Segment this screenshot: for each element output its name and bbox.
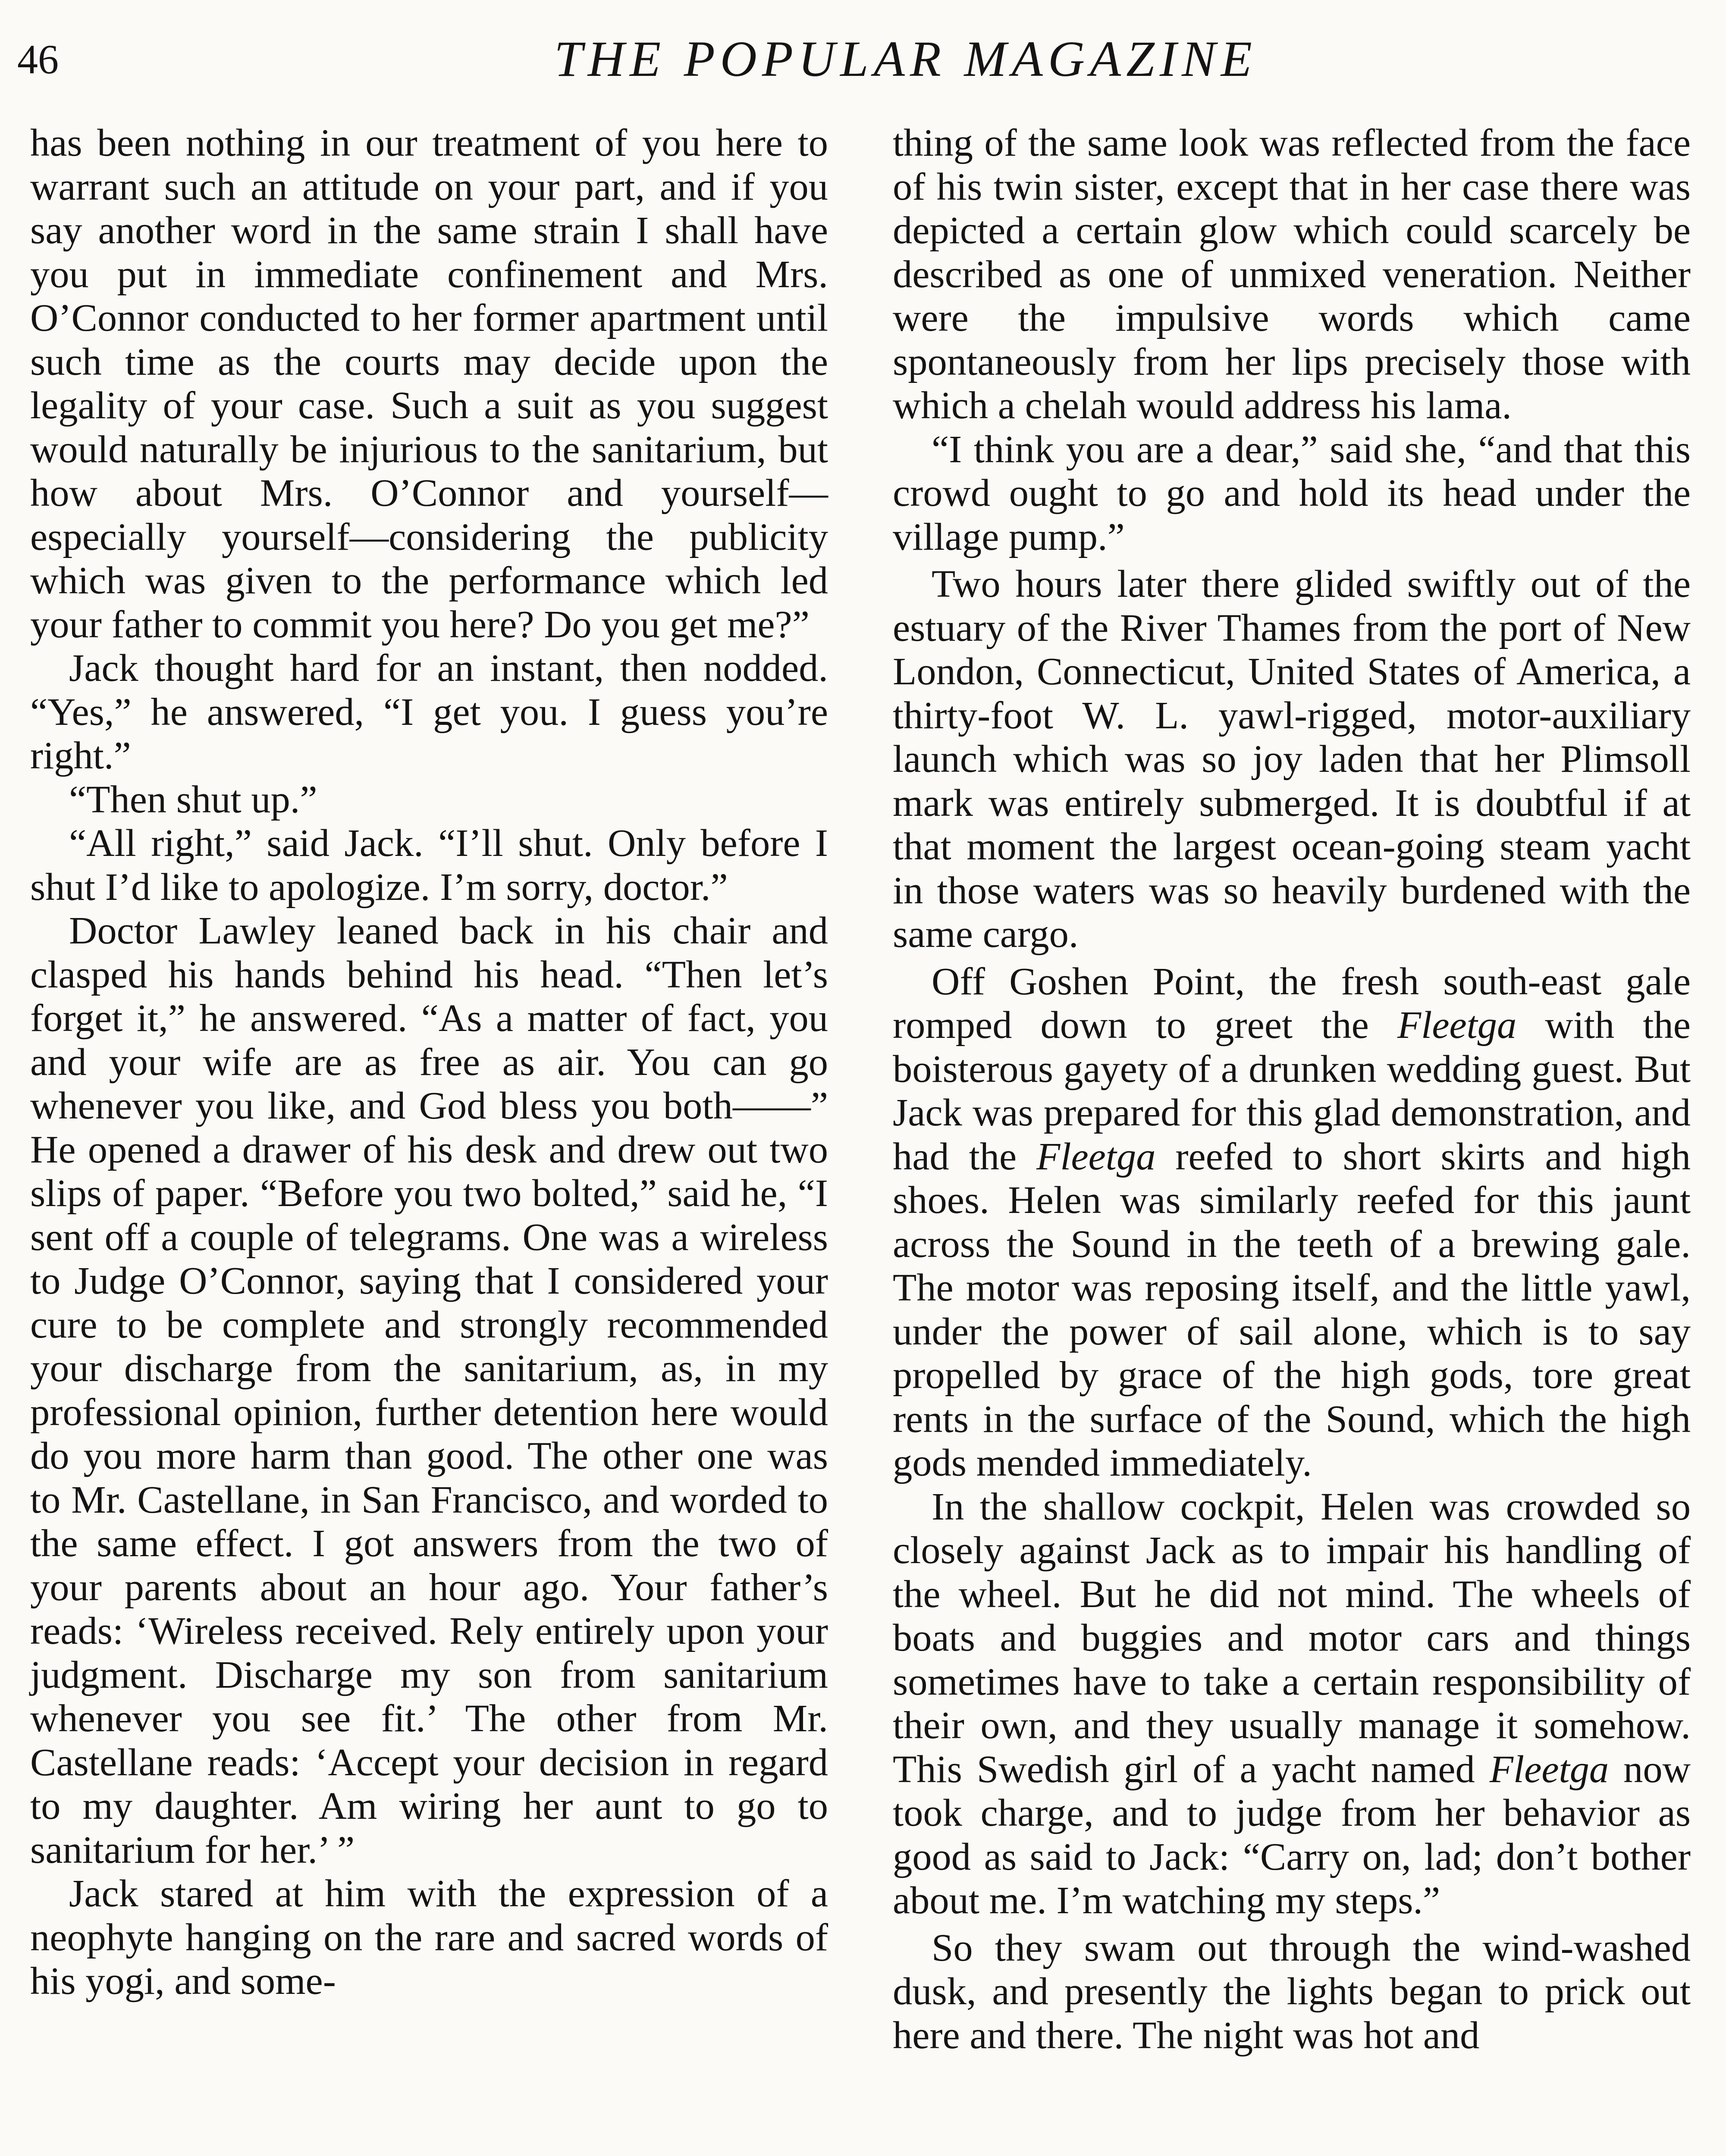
paragraph: Jack thought hard for an instant, then nodded. “Yes,” he answered, “I get you. I guess you’re right.” <box>30 646 828 777</box>
left-text-column <box>30 121 828 2003</box>
paragraph: Two hours later there glided swiftly out of the estuary of the River Thames from the port of New London, Connecticut, United States of America, a thirty-foot W. L. yawl-rigged, motor-auxiliary launch which was so joy laden that her Plimsoll mark was entirely submerged. It is doubtful if at that moment the largest ocean-going steam yacht in those waters was so heavily burdened with the same cargo. <box>893 562 1691 956</box>
paragraph: So they swam out through the wind-washed dusk, and presently the lights began to prick out here and there. The night was hot and <box>893 1925 1691 2057</box>
text-run: In the shallow cockpit, Helen was crowded so closely against Jack as to impair his handling of the wheel. But he did not mind. The wheels of boats and buggies and motor cars and things sometimes have to take a certain responsibility of their own, and they usually manage it somehow. This Swedish girl of a yacht named <box>893 1484 1691 1791</box>
ship-name: Fleetga <box>1036 1134 1156 1178</box>
text-run: reefed to short skirts and high shoes. Helen was similarly reefed for this jaunt across the Sound in the teeth of a brewing gale. The motor was reposing itself, and the little yawl, under the power of sail alone, which is to say propelled by grace of the high gods, tore great rents in the surface of the Sound, which the high gods mended immediately. <box>893 1134 1691 1484</box>
paragraph: Doctor Lawley leaned back in his chair and clasped his hands behind his head. “Then let’s forget it,” he answered. “As a matter of fact, you and your wife are as free as air. You can go whenever you like, and God bless you both——” He opened a drawer of his desk and drew out two slips of paper. “Before you two bolted,” said he, “I sent off a couple of telegrams. One was a wireless to Judge O’Connor, saying that I considered your cure to be complete and strongly recommended your discharge from the sanitarium, as, in my professional opinion, further detention here would do you more harm than good. The other one was to Mr. Castellane, in San Francisco, and worded to the same effect. I got answers from the two of your parents about an hour ago. Your father’s reads: ‘Wireless received. Rely entirely upon your judgment. Discharge my son from sanitarium whenever you see fit.’ The other from Mr. Castellane reads: ‘Accept your decision in regard to my daughter. Am wiring her aunt to go to sanitarium for her.’ ” <box>30 909 828 1871</box>
paragraph <box>893 959 1691 1485</box>
ship-name: Fleetga <box>1489 1747 1609 1791</box>
paragraph: “Then shut up.” <box>69 777 317 821</box>
paragraph: “I think you are a dear,” said she, “and that this crowd ought to go and hold its head under the village pump.” <box>893 427 1691 558</box>
paragraph <box>893 1485 1691 1922</box>
magazine-title: THE POPULAR MAGAZINE <box>554 31 1257 87</box>
text-run: with the boisterous gayety of a drunken wedding guest. But Jack was prepared for this glad demonstration, and had the <box>893 1003 1691 1178</box>
paragraph: “All right,” said Jack. “I’ll shut. Only before I shut I’d like to apologize. I’m sorry, doctor.” <box>30 821 828 909</box>
text-run: Off Goshen Point, the fresh south-east gale romped down to greet the <box>893 959 1691 1047</box>
page-header <box>0 22 1726 99</box>
paragraph: Jack stared at him with the expression of a neophyte hanging on the rare and sacred words of his yogi, and some- <box>30 1871 828 2002</box>
paragraph: thing of the same look was reflected from the face of his twin sister, except that in her case there was depicted a certain glow which could scarcely be described as one of unmixed veneration. Neither were the impulsive words which came spontaneously from her lips precisely those with which a chelah would address his lama. <box>893 121 1691 427</box>
right-text-column <box>893 121 1691 2057</box>
page-number: 46 <box>17 36 59 82</box>
ship-name: Fleetga <box>1397 1003 1517 1047</box>
paragraph: has been nothing in our treatment of you here to warrant such an attitude on your part, and if you say another word in the same strain I shall have you put in immediate confinement and Mrs. O’Connor conducted to her former apartment until such time as the courts may decide upon the legality of your case. Such a suit as you suggest would naturally be injurious to the sanitarium, but how about Mrs. O’Connor and yourself—especially yourself—considering the publicity which was given to the performance which led your father to commit you here? Do you get me?” <box>30 121 828 646</box>
text-run: now took charge, and to judge from her behavior as good as said to Jack: “Carry on, lad; don’t bother about me. I’m watching my steps.” <box>893 1747 1691 1922</box>
